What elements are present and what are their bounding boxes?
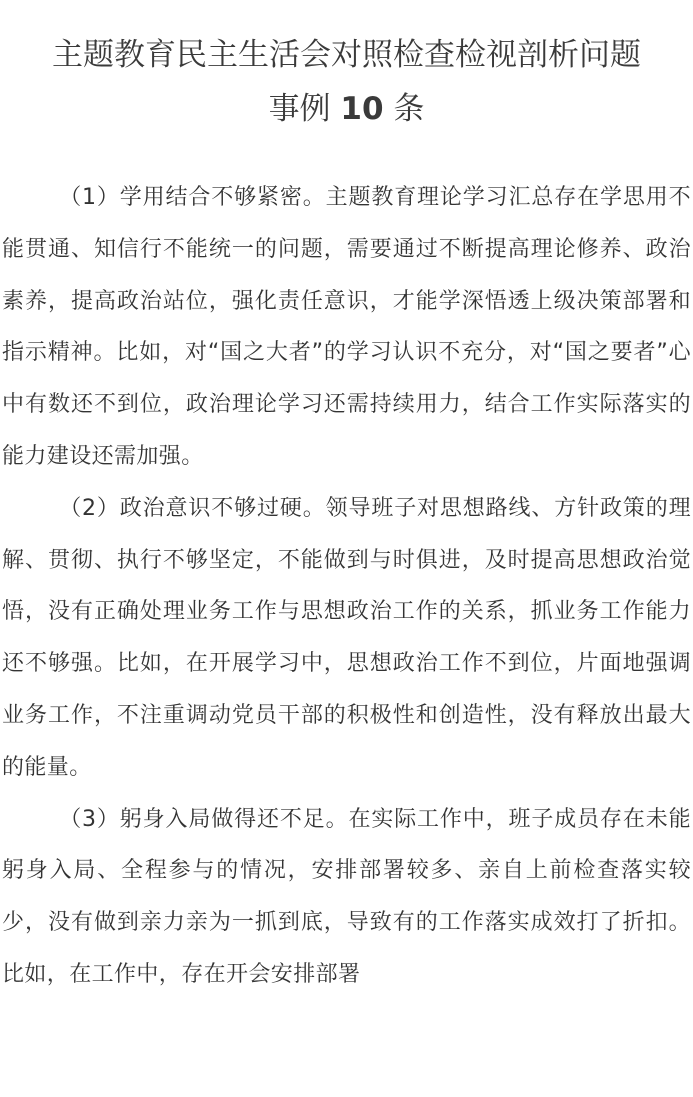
- document-title: [2, 28, 691, 136]
- document-body: [2, 172, 691, 1001]
- paragraph-1: （1）学用结合不够紧密。主题教育理论学习汇总存在学思用不能贯通、知信行不能统一的问题，需要通过不断提高理论修养、政治素养，提高政治站位，强化责任意识，才能学深悟透上级决策部署和指示精神。比如，对“国之大者”的学习认识不充分，对“国之要者”心中有数还不到位，政治理论学习还需持续用力，结合工作实际落实的能力建设还需加强。: [2, 185, 691, 469]
- paragraph-2: （2）政治意识不够过硬。领导班子对思想路线、方针政策的理解、贯彻、执行不够坚定，不能做到与时俱进，及时提高思想政治觉悟，没有正确处理业务工作与思想政治工作的关系，抓业务工作能力还不够强。比如，在开展学习中，思想政治工作不到位，片面地强调业务工作，不注重调动党员干部的积极性和创造性，没有释放出最大的能量。: [2, 495, 691, 780]
- title-line-2-prefix: 事例: [268, 91, 341, 127]
- title-line-2-suffix: 条: [383, 91, 425, 127]
- title-case-count: 10: [340, 91, 384, 127]
- title-line-2: [2, 82, 691, 136]
- paragraph-3: （3）躬身入局做得还不足。在实际工作中，班子成员存在未能躬身入局、全程参与的情况，安排部署较多、亲自上前检查落实较少，没有做到亲力亲为一抓到底，导致有的工作落实成效打了折扣。比如，在工作中，存在开会安排部署: [2, 806, 691, 987]
- title-line-1: 主题教育民主生活会对照检查检视剖析问题: [52, 37, 641, 73]
